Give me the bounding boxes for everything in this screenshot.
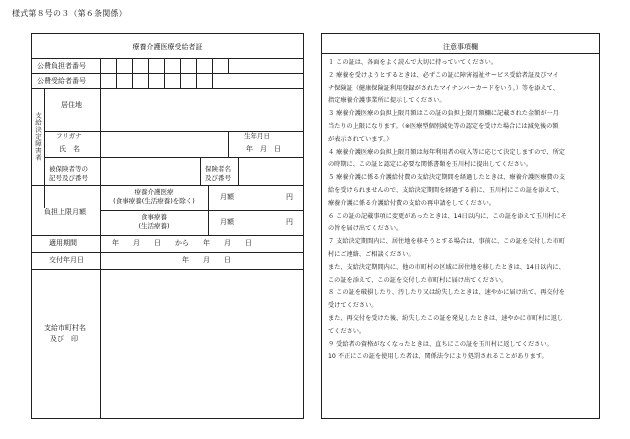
note-line: ８ この証を破損したり、汚したり又は紛失したときは、速やかに届け出て、再交付を — [328, 289, 565, 297]
note-line: ６ この証の記載事項に変更があったときは、14日以内に、この証を添えて玉川村にそ — [328, 212, 567, 220]
copay-limit-label: 負担上限月額 — [44, 208, 86, 216]
yen-label: 円 — [286, 218, 293, 226]
divider — [32, 235, 303, 236]
notes-list — [328, 57, 596, 364]
recipient-number-boxes — [100, 73, 212, 88]
divider — [100, 269, 101, 418]
insurer-number-label: 公費負担者番号 — [37, 62, 86, 70]
note-line: ２ 療養を受けようとするときは、必ずこの証に障害福祉サービス受給者証及びマイ — [328, 71, 559, 79]
note-line: 10 不正にこの証を使用した者は、関係法令により処罰されることがあります。 — [328, 353, 548, 361]
divider — [44, 157, 303, 158]
insured-card-label: 記号及び番号 — [49, 174, 88, 182]
medical-care-label: 療養介護医療 — [134, 188, 174, 196]
period-label: 適用期間 — [49, 239, 77, 247]
issue-date-field: 年 月 日 — [182, 256, 231, 264]
municipality-label: 及び 印 — [50, 335, 78, 343]
note-line: ４ 療養介護医療の負担上限月額は毎年利用者の収入等に応じて決定しますので、所定 — [328, 148, 565, 156]
note-line: 給を受けられませんので、支給決定期間を経過する前に、玉川村にこの証を添えて、 — [328, 186, 563, 194]
digit-cell — [180, 73, 196, 88]
note-line: 村にご連絡、ご相談ください。 — [328, 250, 415, 258]
digit-cell — [132, 73, 148, 88]
note-line: 受けてください。 — [328, 302, 378, 310]
birthdate-field: 年 月 日 — [246, 145, 281, 153]
meal-care-label: (生活療養) — [138, 222, 170, 230]
note-line: が表示されています。） — [328, 135, 393, 143]
certificate-panel — [31, 33, 304, 419]
recipient-number-label: 公費受給者番号 — [37, 77, 86, 85]
digit-cell — [196, 58, 212, 73]
digit-cell — [148, 73, 164, 88]
digit-cell — [132, 58, 148, 73]
insured-card-label: 被保険者等の — [49, 165, 88, 173]
digit-cell — [228, 58, 229, 73]
meal-care-label: 食事療養 — [141, 213, 167, 221]
digit-cell — [164, 58, 180, 73]
digit-cell — [164, 73, 180, 88]
divider — [200, 157, 201, 185]
period-field: 年 月 日 から 年 月 日 — [112, 239, 252, 247]
furigana-label: フリガナ — [56, 132, 82, 140]
medical-care-label: (食事療養(生活療養)を除く) — [113, 197, 195, 205]
note-line: ５ 療養介護に係る介護給付費の支給決定期間を経過したときは、療養介護医療費の支 — [328, 174, 566, 182]
yen-label: 円 — [286, 193, 293, 201]
divider — [228, 131, 229, 157]
note-line: 当たりの上限になります。（※医療型個別減免等の認定を受けた場合には減免後の額 — [328, 122, 559, 130]
note-line: また、再交付を受けた後、紛失したこの証を発見したときは、速やかに市町村に返し — [328, 314, 564, 322]
note-line: １ この証は、各面をよく読んで大切に持っていてください。 — [328, 59, 498, 66]
note-line: また、支給決定期間内に、他の市町村の区域に居住地を移したときは、14日以内に、 — [328, 263, 565, 271]
insurer-name-label: 保険者名 — [205, 165, 231, 173]
digit-cell — [196, 73, 212, 88]
digit-cell — [180, 58, 196, 73]
address-label: 居住地 — [61, 101, 82, 109]
insurer-name-label: 及び番号 — [205, 174, 231, 182]
monthly-amount-label: 月額 — [220, 218, 234, 226]
insurer-number-boxes — [100, 58, 228, 73]
divider — [32, 185, 303, 186]
digit-cell — [116, 58, 132, 73]
issue-date-label: 交付年月日 — [49, 256, 84, 264]
note-line: ３ 療養介護医療の負担上限月額はこの証の負担上限月額欄に記載された金額が一月 — [328, 110, 559, 118]
divider — [238, 157, 239, 185]
municipality-label: 支給市町村名 — [44, 324, 86, 332]
note-line: 指定療養介護事業所に提示してください。 — [328, 97, 446, 105]
monthly-amount-label: 月額 — [220, 193, 234, 201]
digit-cell — [212, 73, 213, 88]
note-line: 療養介護に係る介護給付費の支給の再申請をしてください。 — [328, 199, 496, 207]
divider — [32, 252, 303, 253]
birthdate-label: 生年月日 — [244, 132, 270, 140]
digit-cell — [116, 73, 132, 88]
divider — [100, 88, 101, 275]
note-line: の旨を届け出てください。 — [328, 225, 403, 233]
digit-cell — [212, 58, 228, 73]
form-number-label: 様式第８号の３（第６条関係） — [12, 9, 127, 18]
name-label: 氏 名 — [59, 145, 80, 153]
notes-panel — [321, 33, 600, 419]
note-line: ９ 受給者の資格がなくなったときは、直ちにこの証を玉川村に返してください。 — [328, 340, 553, 348]
divider — [322, 53, 599, 54]
note-line: てください。 — [328, 327, 366, 335]
note-line: ナ保険証（健康保険証利用登録がされたマイナンバーカードをいう。）等を添えて、 — [328, 84, 559, 92]
divider — [32, 269, 303, 270]
certificate-title: 療養介護医療受給者証 — [132, 43, 203, 51]
divider — [44, 88, 45, 208]
digit-cell — [148, 58, 164, 73]
notes-title: 注意事項欄 — [443, 43, 478, 51]
beneficiary-section-label: 支給決定障害者 — [34, 112, 42, 161]
note-line: ７ 支給決定期間内に、居住地を移そうとする場合は、事前に、この証を交付した市町 — [328, 238, 566, 246]
note-line: の時期に、この証と認定に必要な関係書類を玉川村に提出してください。 — [328, 161, 533, 169]
note-line: この証を添えて、この証を交付した市町村に届け出てください。 — [328, 276, 508, 284]
divider — [100, 210, 303, 211]
divider — [32, 88, 303, 89]
